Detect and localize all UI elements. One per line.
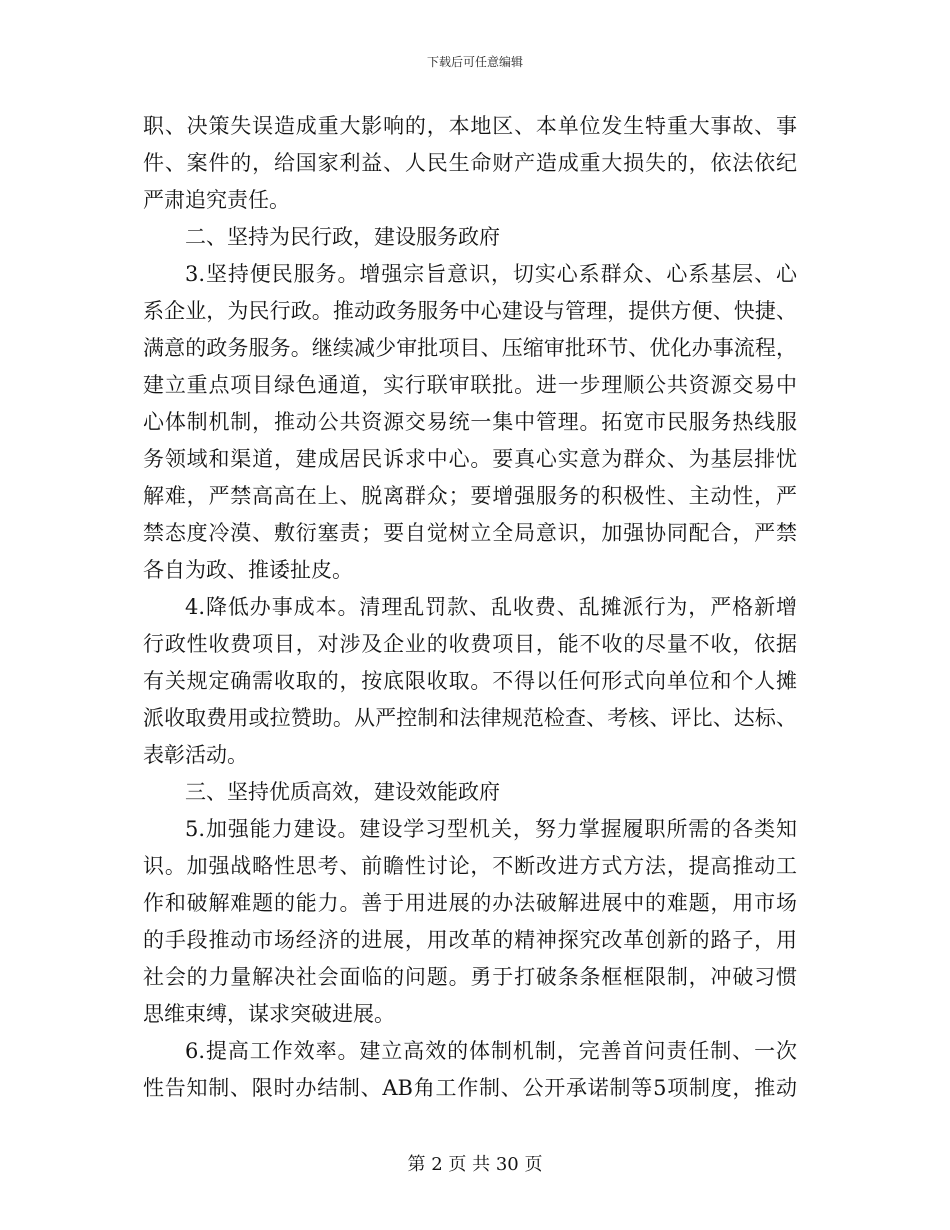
text-line: 心体制机制，推动公共资源交易统一集中管理。拓宽市民服务热线服 bbox=[143, 410, 797, 434]
paragraph bbox=[143, 256, 797, 589]
text-line: 解难，严禁高高在上、脱离群众；要增强服务的积极性、主动性，严 bbox=[143, 484, 797, 508]
text-line: 识。加强战略性思考、前瞻性讨论，不断改进方式方法，提高推动工 bbox=[143, 854, 797, 878]
text-line: 各自为政、推诿扯皮。 bbox=[143, 558, 353, 582]
text-line: 表彰活动。 bbox=[143, 743, 248, 767]
text-line: 4.降低办事成本。清理乱罚款、乱收费、乱摊派行为，严格新增 bbox=[185, 595, 797, 619]
text-line: 禁态度冷漠、敷衍塞责；要自觉树立全局意识，加强协同配合，严禁 bbox=[143, 521, 797, 545]
text-line: 有关规定确需收取的，按底限收取。不得以任何形式向单位和个人摊 bbox=[143, 669, 797, 693]
text-line: 思维束缚，谋求突破进展。 bbox=[143, 1002, 395, 1026]
section-heading-text: 二、坚持为民行政，建设服务政府 bbox=[185, 225, 500, 249]
section-heading-text: 三、坚持优质高效，建设效能政府 bbox=[185, 780, 500, 804]
text-line: 行政性收费项目，对涉及企业的收费项目，能不收的尽量不收，依据 bbox=[143, 632, 797, 656]
text-line: 的手段推动市场经济的进展，用改革的精神探究改革创新的路子，用 bbox=[143, 928, 797, 952]
text-line: 派收取费用或拉赞助。从严控制和法律规范检查、考核、评比、达标、 bbox=[143, 706, 797, 730]
page-number-footer: 第 2 页 共 30 页 bbox=[407, 1154, 543, 1175]
text-line: 件、案件的，给国家利益、人民生命财产造成重大损失的，依法依纪 bbox=[143, 151, 797, 175]
text-line: 务领域和渠道，建成居民诉求中心。要真心实意为群众、为基层排忧 bbox=[143, 447, 797, 471]
section-heading bbox=[143, 219, 797, 256]
text-line: 满意的政务服务。继续减少审批项目、压缩审批环节、优化办事流程， bbox=[143, 336, 797, 360]
text-line: 社会的力量解决社会面临的问题。勇于打破条条框框限制，冲破习惯 bbox=[143, 965, 797, 989]
paragraph bbox=[143, 589, 797, 774]
text-line: 建立重点项目绿色通道，实行联审联批。进一步理顺公共资源交易中 bbox=[143, 373, 797, 397]
text-line: 5.加强能力建设。建设学习型机关，努力掌握履职所需的各类知 bbox=[185, 817, 797, 841]
text-line: 性告知制、限时办结制、AB角工作制、公开承诺制等5项制度，推动 bbox=[143, 1076, 797, 1100]
text-line: 作和破解难题的能力。善于用进展的办法破解进展中的难题，用市场 bbox=[143, 891, 797, 915]
page-header: 下载后可任意编辑 bbox=[426, 55, 523, 69]
text-line: 3.坚持便民服务。增强宗旨意识，切实心系群众、心系基层、心 bbox=[185, 262, 797, 286]
paragraph bbox=[143, 108, 797, 219]
document-body bbox=[143, 108, 797, 1107]
text-line: 职、决策失误造成重大影响的，本地区、本单位发生特重大事故、事 bbox=[143, 114, 797, 138]
text-line: 系企业，为民行政。推动政务服务中心建设与管理，提供方便、快捷、 bbox=[143, 299, 797, 323]
text-line: 6.提高工作效率。建立高效的体制机制，完善首问责任制、一次 bbox=[185, 1039, 797, 1063]
section-heading bbox=[143, 774, 797, 811]
paragraph bbox=[143, 811, 797, 1033]
paragraph bbox=[143, 1033, 797, 1107]
text-line: 严肃追究责任。 bbox=[143, 188, 290, 212]
